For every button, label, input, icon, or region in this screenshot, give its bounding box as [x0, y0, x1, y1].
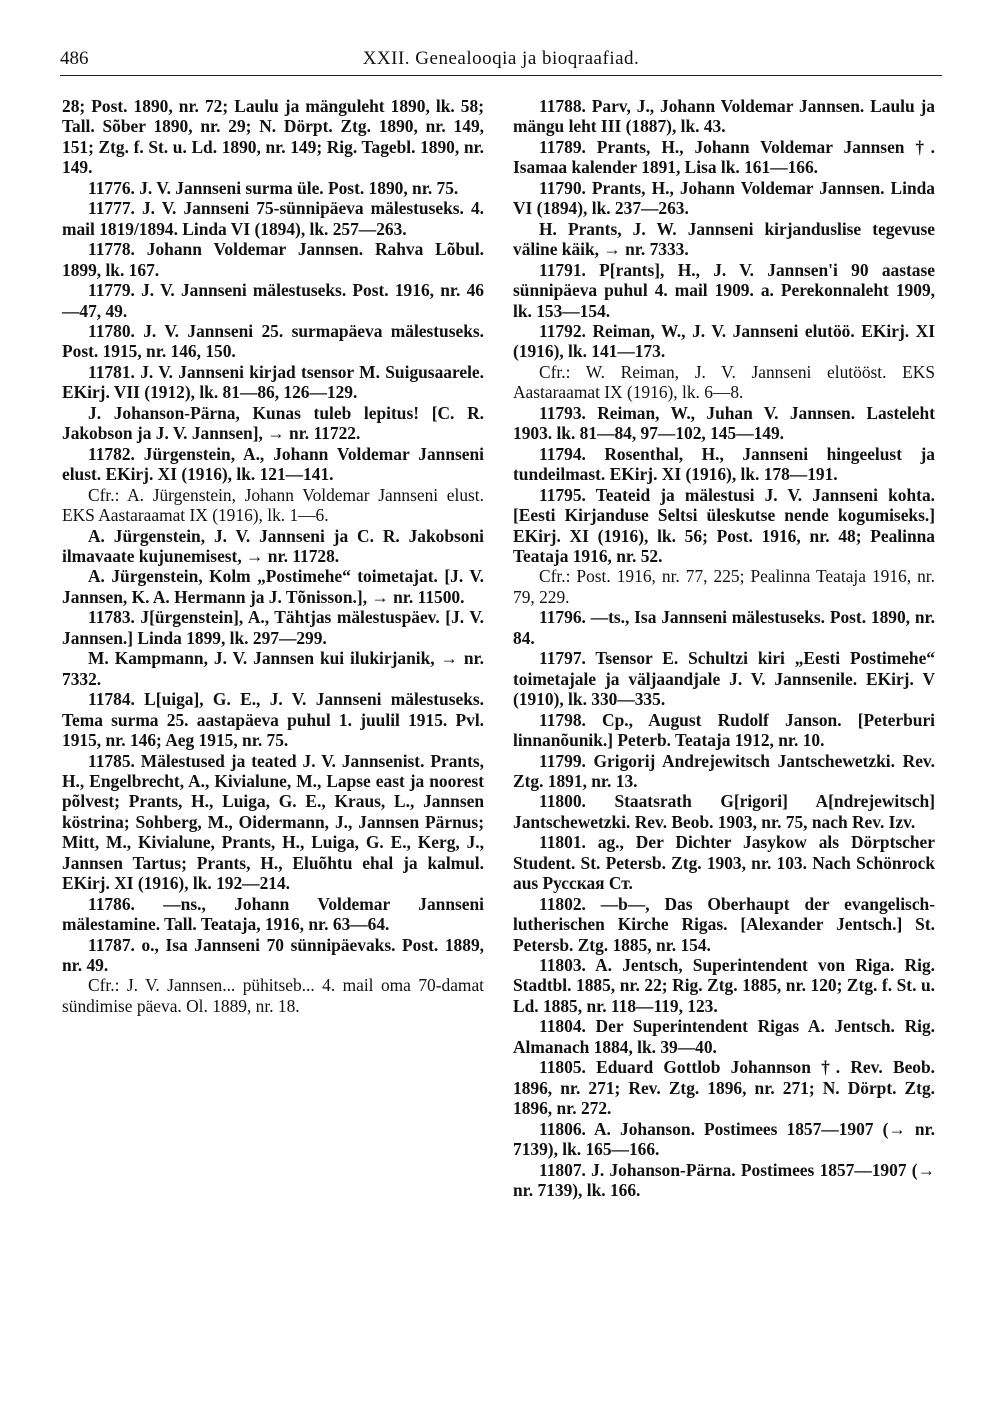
bibliography-entry: 28; Post. 1890, nr. 72; Laulu ja mänguleht 1890, lk. 58; Tall. Sõber 1890, nr. 29; N. Dörpt. Ztg. 1890, nr. 149, 151; Ztg. f. St. u. Ld. 1890, nr. 149; Rig. Tagebl. 1890, nr. 149. [62, 96, 484, 178]
bibliography-entry: 11776. J. V. Jannseni surma üle. Post. 1890, nr. 75. [88, 177, 459, 198]
bibliography-entry: 11782. Jürgenstein, A., Johann Voldemar Jannseni elust. EKirj. XI (1916), lk. 121—141. [62, 443, 484, 485]
bibliography-entry: 11791. P[rants], H., J. V. Jannsen'i 90 aastase sünnipäeva puhul 4. mail 1909. a. Perekonnaleht 1909, lk. 153—154. [513, 259, 935, 321]
bibliography-entry: 11787. o., Isa Jannseni 70 sünnipäevaks. Post. 1889, nr. 49. [62, 934, 484, 976]
bibliography-entry: 11806. A. Johanson. Postimees 1857—1907 (→ nr. 7139), lk. 165—166. [513, 1118, 935, 1160]
bibliography-entry: 11800. Staatsrath G[rigori] A[ndrejewitsch] Jantschewetzki. Rev. Beob. 1903, nr. 75, nach Rev. Izv. [513, 791, 935, 832]
bibliography-entry: 11784. L[uiga], G. E., J. V. Jannseni mälestuseks. Tema surma 25. aastapäeva puhul 1. juulil 1915. Pvl. 1915, nr. 146; Aeg 1915, nr. 75. [62, 689, 484, 751]
bibliography-entry: 11793. Reiman, W., Juhan V. Jannsen. Lasteleht 1903. lk. 81—84, 97—102, 145—149. [513, 402, 935, 444]
bibliography-entry: 11802. —b—, Das Oberhaupt der evangelisch-lutherischen Kirche Rigas. [Alexander Jentsch.] St. Petersb. Ztg. 1885, nr. 154. [513, 893, 935, 955]
bibliography-entry: 11805. Eduard Gottlob Johannson †. Rev. Beob. 1896, nr. 271; Rev. Ztg. 1896, nr. 271; N. Dörpt. Ztg. 1896, nr. 272. [513, 1057, 935, 1119]
page-header [60, 44, 942, 74]
bibliography-entry: 11788. Parv, J., Johann Voldemar Jannsen. Laulu ja mängu leht III (1887), lk. 43. [513, 96, 935, 137]
header-rule [60, 75, 942, 76]
bibliography-entry: 11786. —ns., Johann Voldemar Jannseni mälestamine. Tall. Teataja, 1916, nr. 63—64. [62, 893, 484, 935]
bibliography-entry: 11790. Prants, H., Johann Voldemar Jannsen. Linda VI (1894), lk. 237—263. [513, 177, 935, 219]
bibliography-entry: 11794. Rosenthal, H., Jannseni hingeelust ja tundeilmast. EKirj. XI (1916), lk. 178—191. [513, 443, 935, 485]
right-column [513, 96, 935, 1200]
bibliography-entry: 11804. Der Superintendent Rigas A. Jentsch. Rig. Almanach 1884, lk. 39—40. [513, 1016, 935, 1057]
bibliography-entry: 11783. J[ürgenstein], A., Tähtjas mälestuspäev. [J. V. Jannsen.] Linda 1899, lk. 297—299. [62, 607, 484, 648]
bibliography-entry: H. Prants, J. W. Jannseni kirjanduslise tegevuse väline käik, → nr. 7333. [513, 218, 935, 260]
bibliography-entry: 11779. J. V. Jannseni mälestuseks. Post. 1916, nr. 46—47, 49. [62, 280, 484, 321]
bibliography-entry: J. Johanson-Pärna, Kunas tuleb lepitus! [C. R. Jakobson ja J. V. Jannsen], → nr. 11722. [62, 402, 484, 444]
bibliography-entry: 11778. Johann Voldemar Jannsen. Rahva Lõbul. 1899, lk. 167. [62, 239, 484, 280]
bibliography-entry: 11796. —ts., Isa Jannseni mälestuseks. Post. 1890, nr. 84. [513, 607, 935, 648]
bibliography-entry: 11799. Grigorij Andrejewitsch Jantschewetzki. Rev. Ztg. 1891, nr. 13. [513, 750, 935, 791]
bibliography-entry: M. Kampmann, J. V. Jannsen kui ilukirjanik, → nr. 7332. [62, 648, 484, 689]
left-column [62, 96, 484, 1016]
bibliography-entry: 11785. Mälestused ja teated J. V. Jannsenist. Prants, H., Engelbrecht, A., Kivialune, M., Lapse east ja noorest põlvest; Prants, H., Luiga, G. E., Kraus, L., Jannsen köstrina; Sohberg, M., Oidermann, J., Jannsen Pärnus; Mitt, M., Kivialune, Prants, H., Luiga, G. E., Kerg, J., Jannsen Tartus; Prants, H., Eluõhtu ehal ja kalmul. EKirj. XI (1916), lk. 192—214. [62, 750, 484, 894]
bibliography-entry: Cfr.: Post. 1916, nr. 77, 225; Pealinna Teataja 1916, nr. 79, 229. [513, 566, 935, 607]
bibliography-entry: Cfr.: A. Jürgenstein, Johann Voldemar Jannseni elust. EKS Aastaraamat IX (1916), lk. 1—6. [62, 484, 484, 526]
running-head: XXII. Genealooqia ja bioqraafiad. [362, 48, 640, 69]
bibliography-entry: 11795. Teateid ja mälestusi J. V. Jannseni kohta. [Eesti Kirjanduse Seltsi üleskutse nende kogumiseks.] EKirj. XI (1916), lk. 56; Post. 1916, nr. 48; Pealinna Teataja 1916, nr. 52. [513, 484, 935, 566]
bibliography-entry: A. Jürgenstein, Kolm „Postimehe“ toimetajat. [J. V. Jannsen, K. A. Hermann ja J. Tõnisson.], → nr. 11500. [62, 566, 484, 607]
bibliography-entry: 11792. Reiman, W., J. V. Jannseni elutöö. EKirj. XI (1916), lk. 141—173. [513, 320, 935, 362]
bibliography-entry: 11789. Prants, H., Johann Voldemar Jannsen †. Isamaa kalender 1891, Lisa lk. 161—166. [513, 136, 935, 178]
bibliography-entry: 11797. Tsensor E. Schultzi kiri „Eesti Postimehe“ toimetajale ja väljaandjale J. V. Jannsenile. EKirj. V (1910), lk. 330—335. [513, 648, 935, 710]
bibliography-entry: 11780. J. V. Jannseni 25. surmapäeva mälestuseks. Post. 1915, nr. 146, 150. [62, 320, 484, 362]
bibliography-entry: 11807. J. Johanson-Pärna. Postimees 1857—1907 (→ nr. 7139), lk. 166. [513, 1159, 935, 1201]
bibliography-entry: A. Jürgenstein, J. V. Jannseni ja C. R. Jakobsoni ilmavaate kujunemisest, → nr. 11728. [62, 525, 484, 566]
bibliography-entry: 11801. ag., Der Dichter Jasykow als Dörptscher Student. St. Petersb. Ztg. 1903, nr. 103. Nach Schönrock aus Русская Ст. [513, 832, 935, 894]
bibliography-entry: Cfr.: W. Reiman, J. V. Jannseni elutööst. EKS Aastaraamat IX (1916), lk. 6—8. [513, 361, 935, 403]
bibliography-entry: Cfr.: J. V. Jannsen... pühitseb... 4. mail oma 70-damat sündimise päeva. Ol. 1889, nr. 18. [62, 975, 484, 1016]
bibliography-entry: 11798. Cp., August Rudolf Janson. [Peterburi linnanõunik.] Peterb. Teataja 1912, nr. 10. [513, 709, 935, 751]
bibliography-entry: 11777. J. V. Jannseni 75-sünnipäeva mälestuseks. 4. mail 1819/1894. Linda VI (1894), lk. 257—263. [62, 198, 484, 239]
bibliography-entry: 11781. J. V. Jannseni kirjad tsensor M. Suigusaarele. EKirj. VII (1912), lk. 81—86, 126—129. [62, 361, 484, 403]
page-number: 486 [60, 48, 89, 69]
bibliography-entry: 11803. A. Jentsch, Superintendent von Riga. Rig. Stadtbl. 1885, nr. 22; Rig. Ztg. 1885, nr. 120; Ztg. f. St. u. Ld. 1885, nr. 118—119, 123. [513, 955, 935, 1016]
